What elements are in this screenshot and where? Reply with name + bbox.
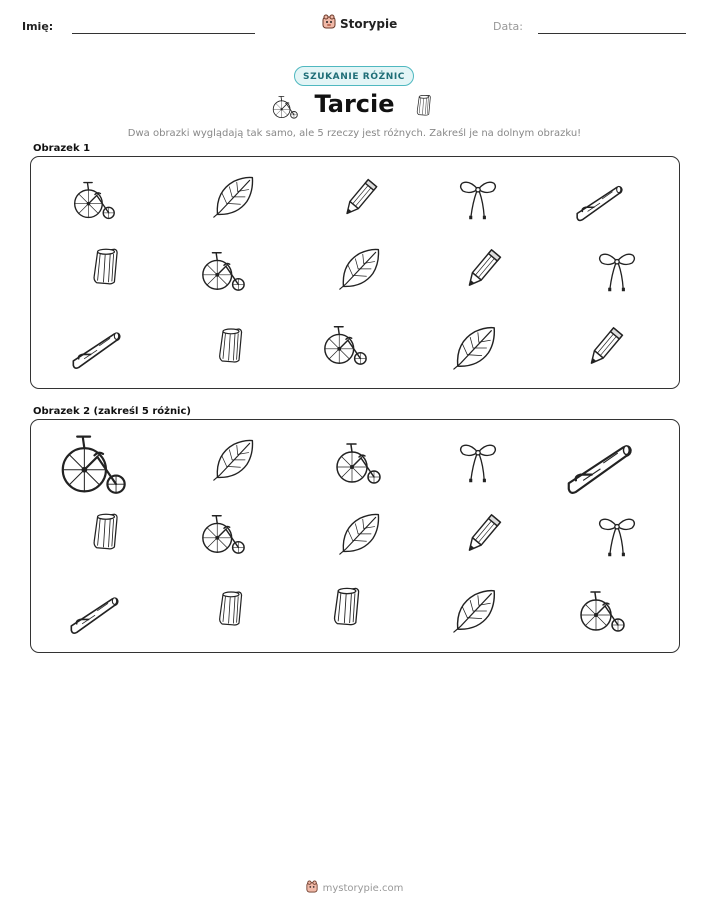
bicycle-icon[interactable] bbox=[333, 438, 383, 488]
leaf-icon[interactable] bbox=[337, 245, 383, 291]
footer-link[interactable]: mystorypie.com bbox=[322, 882, 404, 894]
bicycle-icon[interactable] bbox=[199, 510, 247, 558]
name-label: Imię: bbox=[22, 20, 54, 33]
picture2-label: Obrazek 2 (zakreśl 5 różnic) bbox=[33, 406, 191, 417]
pencil-icon[interactable] bbox=[459, 510, 507, 558]
pencil-icon[interactable] bbox=[581, 323, 629, 371]
date-label: Data: bbox=[493, 20, 523, 33]
bow-icon[interactable] bbox=[456, 177, 500, 221]
bark-log-icon[interactable] bbox=[85, 245, 127, 287]
instructions: Dwa obrazki wyglądają tak samo, ale 5 rzeczy jest różnych. Zakreśl je na dolnym obrazku! bbox=[127, 128, 582, 139]
footer bbox=[0, 880, 709, 896]
bark-log-icon[interactable] bbox=[85, 510, 127, 552]
picture2-panel bbox=[30, 419, 680, 653]
leaf-icon[interactable] bbox=[337, 510, 383, 556]
bicycle-icon[interactable] bbox=[321, 321, 369, 369]
leaf-icon[interactable] bbox=[451, 586, 499, 634]
stick-icon[interactable] bbox=[563, 430, 635, 502]
picture1-label: Obrazek 1 bbox=[33, 143, 91, 154]
bark-log-icon[interactable] bbox=[211, 325, 251, 365]
stick-icon[interactable] bbox=[67, 586, 121, 640]
name-line[interactable] bbox=[72, 33, 255, 34]
storypie-logo-icon bbox=[306, 880, 318, 896]
bicycle-icon[interactable] bbox=[57, 428, 129, 500]
brand-name: Storypie bbox=[340, 16, 398, 31]
leaf-icon[interactable] bbox=[451, 323, 499, 371]
brand-logo bbox=[322, 14, 397, 33]
page-title: Tarcie bbox=[314, 90, 395, 118]
category-badge: SZUKANIE RÓŻNIC bbox=[294, 66, 414, 86]
date-line[interactable] bbox=[538, 33, 686, 34]
bow-icon[interactable] bbox=[595, 514, 639, 558]
pencil-icon[interactable] bbox=[459, 245, 507, 293]
bicycle-icon[interactable] bbox=[577, 586, 627, 636]
storypie-logo-icon bbox=[322, 14, 336, 33]
leaf-icon[interactable] bbox=[211, 436, 257, 482]
pencil-icon[interactable] bbox=[337, 175, 383, 221]
stick-icon[interactable] bbox=[573, 175, 625, 227]
picture1-panel bbox=[30, 156, 680, 389]
bark-log-icon[interactable] bbox=[325, 584, 369, 628]
bark-log-icon[interactable] bbox=[211, 588, 251, 628]
bow-icon[interactable] bbox=[595, 249, 639, 293]
bicycle-icon[interactable] bbox=[71, 177, 117, 223]
bow-icon[interactable] bbox=[456, 440, 500, 484]
leaf-icon[interactable] bbox=[211, 173, 257, 219]
bark-log-icon bbox=[412, 93, 436, 121]
bicycle-icon[interactable] bbox=[199, 247, 247, 295]
stick-icon[interactable] bbox=[69, 321, 123, 375]
